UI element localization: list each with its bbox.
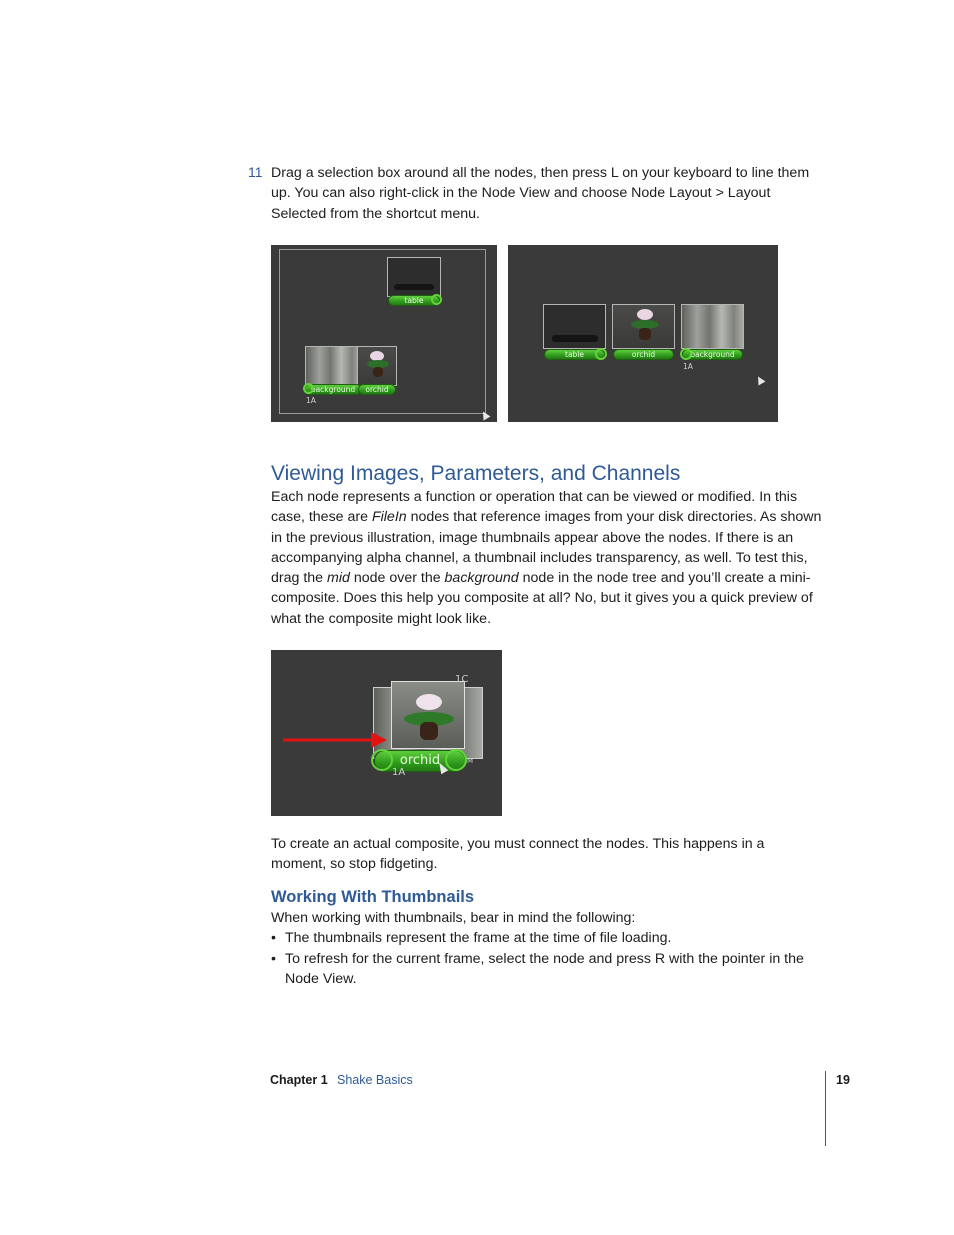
node-orchid[interactable]: orchid — [374, 750, 466, 772]
node-background[interactable]: background — [304, 384, 362, 395]
node-input-ring — [680, 348, 692, 360]
paragraph-line — [271, 507, 831, 527]
node-label-1a: 1A — [683, 362, 693, 371]
list-item — [271, 949, 831, 990]
paragraph-line: Each node represents a function or operation that can be viewed or modified. In this — [271, 489, 798, 505]
section-heading: Viewing Images, Parameters, and Channels — [271, 462, 681, 485]
node-input-ring — [303, 383, 314, 394]
node-orchid[interactable]: orchid — [613, 349, 674, 360]
pointer-icon — [480, 410, 491, 421]
list-item-line: Node View. — [285, 970, 357, 987]
bullet-list — [271, 928, 831, 989]
node-view-drag — [271, 650, 502, 816]
node-label-1c: 1C — [455, 674, 469, 685]
intro-line: When working with thumbnails, bear in mind the following: — [271, 910, 636, 926]
composite-paragraph — [271, 834, 831, 875]
text-run-italic: FileIn — [371, 509, 407, 526]
step-text — [271, 163, 831, 224]
page-number: 19 — [836, 1073, 850, 1087]
step-number: 11 — [248, 164, 263, 180]
node-view-after — [508, 245, 778, 422]
node-view-before — [271, 245, 497, 422]
subsection-body — [271, 908, 831, 989]
node-table[interactable]: table — [544, 349, 605, 360]
step-line: Selected from the shortcut menu. — [271, 205, 480, 222]
node-label-1a: 1A — [306, 396, 316, 405]
table-thumbnail — [387, 257, 441, 297]
node-background[interactable]: background — [682, 349, 743, 360]
paragraph-line: To create an actual composite, you must connect the nodes. This happens in a — [271, 836, 765, 852]
footer-rule — [825, 1071, 826, 1146]
text-run-italic: mid — [327, 570, 350, 587]
orchid-thumbnail — [357, 346, 397, 386]
footer-chapter-title: Shake Basics — [337, 1073, 413, 1087]
text-run-italic: background — [444, 570, 519, 587]
text-run: node over the — [349, 570, 445, 587]
node-label-m: M — [467, 757, 474, 765]
node-output-ring — [595, 348, 607, 360]
node-label-1a: 1A — [392, 767, 406, 778]
paragraph-line: composite. Does this help you composite at all? No, but it gives you a quick preview of — [271, 590, 813, 607]
orchid-thumbnail — [612, 304, 675, 349]
node-table[interactable]: table — [388, 295, 440, 306]
pointer-icon — [755, 375, 766, 386]
paragraph-line: moment, so stop fidgeting. — [271, 856, 438, 873]
red-arrow-icon — [271, 650, 502, 816]
paragraph-line: what the composite might look like. — [271, 610, 492, 627]
paragraph-line — [271, 568, 831, 588]
step-line: up. You can also right-click in the Node View and choose Node Layout > Layout — [271, 185, 771, 202]
node-output-ring — [431, 294, 442, 305]
footer-chapter: Chapter 1 — [270, 1073, 328, 1087]
paragraph-line: in the previous illustration, image thumbnails appear above the nodes. If there is an — [271, 529, 794, 546]
background-thumbnail — [681, 304, 744, 349]
text-run: drag the — [271, 570, 328, 587]
subsection-heading: Working With Thumbnails — [271, 888, 475, 906]
text-run: case, these are — [271, 509, 372, 526]
node-orchid[interactable]: orchid — [358, 384, 396, 395]
table-thumbnail — [543, 304, 606, 349]
list-item: • The thumbnails represent the frame at the time of file loading. — [271, 928, 831, 948]
list-item-line: • To refresh for the current frame, select the node and press R with the pointer in the — [285, 950, 804, 967]
section-paragraph — [271, 487, 831, 629]
background-thumbnail — [305, 346, 361, 386]
step-line: Drag a selection box around all the nodes, then press L on your keyboard to line them — [271, 165, 810, 181]
text-run: node in the node tree and you’ll create a mini- — [518, 570, 811, 587]
paragraph-line: accompanying alpha channel, a thumbnail includes transparency, as well. To test this, — [271, 549, 808, 566]
text-run: nodes that reference images from your disk directories. As shown — [406, 509, 822, 526]
